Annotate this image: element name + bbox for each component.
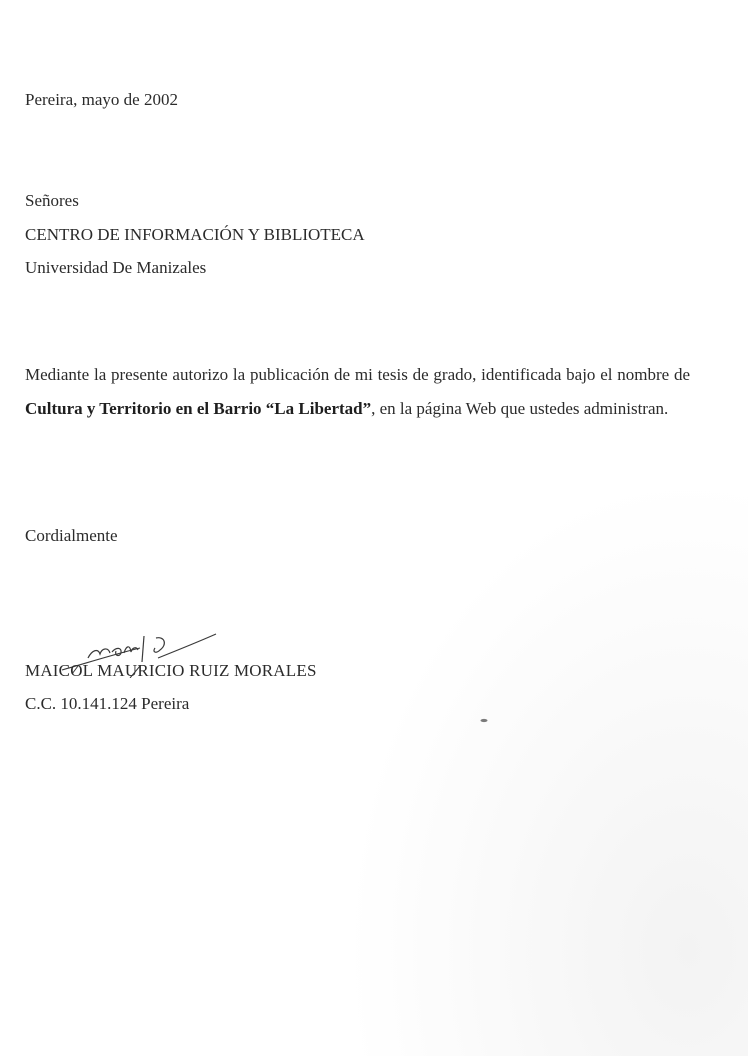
salutation: Señores (25, 191, 79, 210)
institution: Universidad De Manizales (25, 258, 207, 277)
authorization-paragraph (25, 358, 690, 425)
ink-speck (480, 718, 488, 723)
signer-id: C.C. 10.141.124 Pereira (25, 694, 190, 713)
date-line: Pereira, mayo de 2002 (25, 90, 178, 109)
body-text-part-1: Mediante la presente autorizo la publicación de mi tesis de grado, identificada bajo el nombre de (25, 365, 690, 384)
thesis-title: Cultura y Territorio en el Barrio “La Libertad” (25, 398, 372, 418)
body-text-part-2: , en la página Web que ustedes administran. (371, 398, 669, 418)
closing: Cordialmente (25, 526, 118, 545)
addressee: CENTRO DE INFORMACIÓN Y BIBLIOTECA (25, 225, 365, 244)
signer-name: MAICOL MAURICIO RUIZ MORALES (25, 661, 317, 680)
